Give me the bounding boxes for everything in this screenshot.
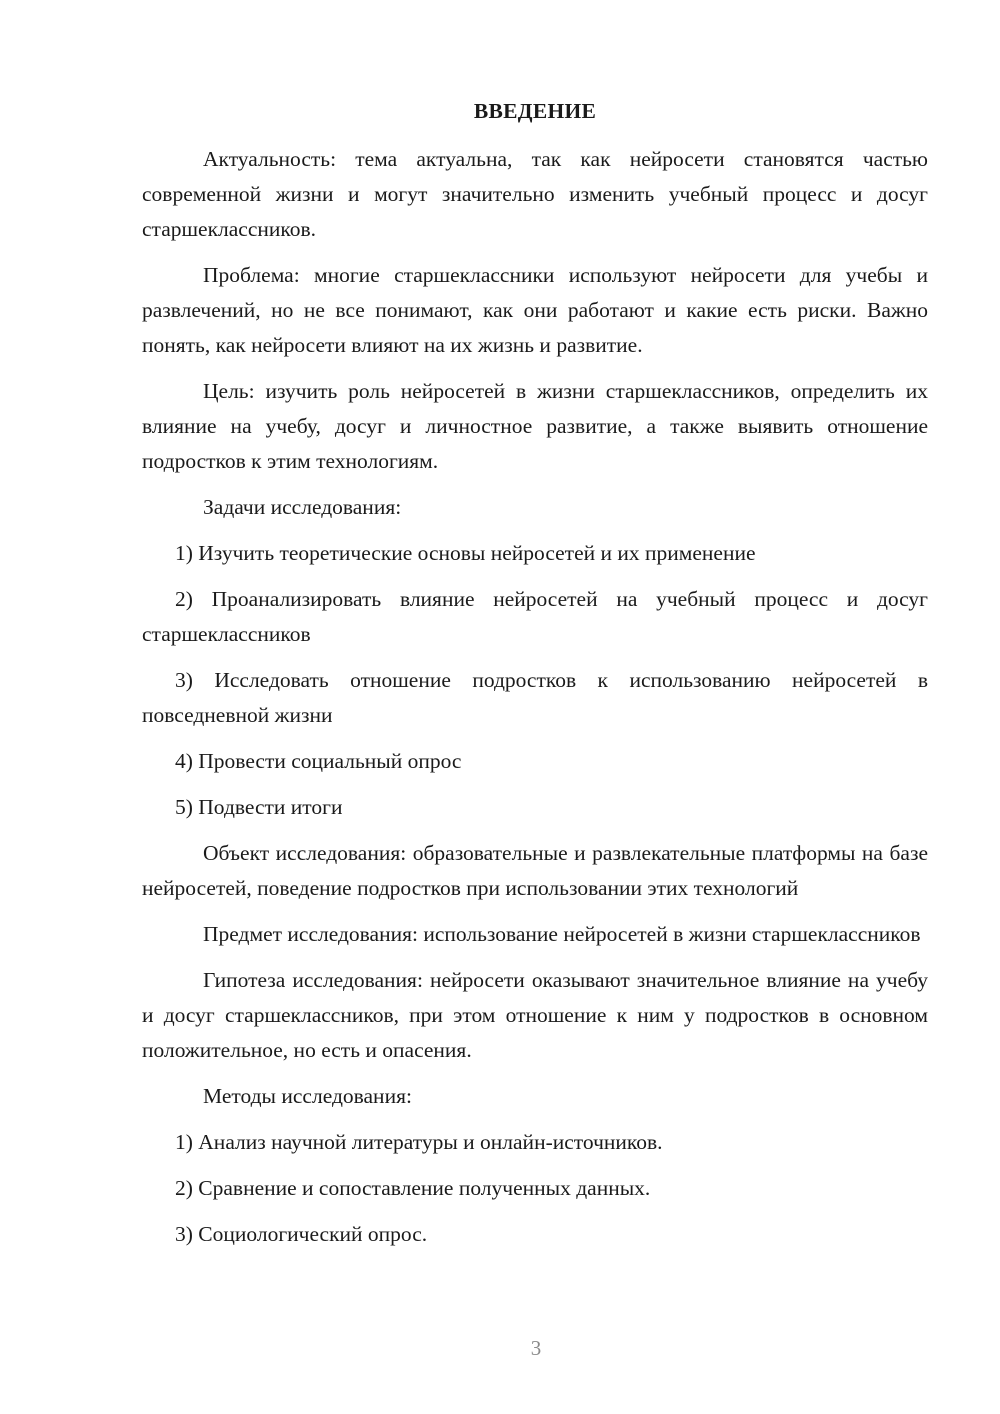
method-item: 3) Социологический опрос. [175, 1222, 428, 1246]
problem-paragraph: Проблема: многие старшеклассники используют нейросети для учебы и развлечений, но не все понимают, как они работают и какие есть риски. Важно понять, как нейросети влияют на их жизнь и развитие. [142, 263, 928, 357]
method-item: 1) Анализ научной литературы и онлайн-источников. [175, 1130, 663, 1154]
hypothesis-paragraph: Гипотеза исследования: нейросети оказывают значительное влияние на учебу и досуг старшеклассников, при этом отношение к ним у подростков в основном положительное, но есть и опасения. [142, 968, 928, 1062]
page-number: 3 [530, 1336, 542, 1360]
methods-heading: Методы исследования: [203, 1084, 412, 1108]
goal-paragraph: Цель: изучить роль нейросетей в жизни старшеклассников, определить их влияние на учебу, досуг и личностное развитие, а также выявить отношение подростков к этим технологиям. [142, 379, 928, 473]
task-item: 3) Исследовать отношение подростков к использованию нейросетей в повседневной жизни [142, 668, 928, 727]
task-item: 5) Подвести итоги [175, 795, 343, 819]
method-item: 2) Сравнение и сопоставление полученных данных. [175, 1176, 651, 1200]
task-item: 1) Изучить теоретические основы нейросетей и их применение [175, 541, 756, 565]
task-item: 2) Проанализировать влияние нейросетей на учебный процесс и досуг старшеклассников [142, 587, 928, 646]
tasks-heading: Задачи исследования: [203, 495, 402, 519]
document-page [142, 96, 928, 1263]
relevance-paragraph: Актуальность: тема актуальна, так как нейросети становятся частью современной жизни и могут значительно изменить учебный процесс и досуг старшеклассников. [142, 147, 928, 241]
object-paragraph: Объект исследования: образовательные и развлекательные платформы на базе нейросетей, поведение подростков при использовании этих технологий [142, 841, 928, 900]
subject-paragraph: Предмет исследования: использование нейросетей в жизни старшеклассников [203, 922, 921, 946]
section-title: ВВЕДЕНИЕ [473, 99, 597, 123]
task-item: 4) Провести социальный опрос [175, 749, 462, 773]
